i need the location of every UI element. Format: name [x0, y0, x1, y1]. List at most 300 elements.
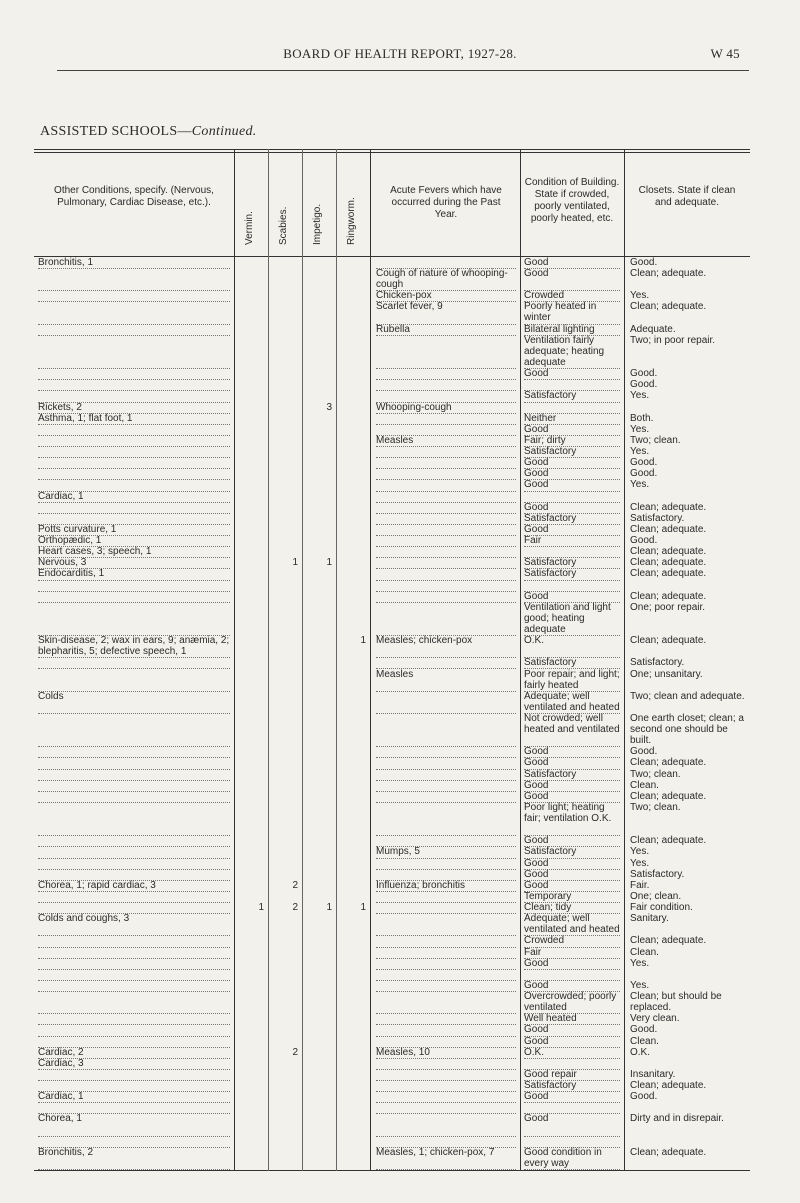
col-header-vermin: Vermin.: [244, 211, 255, 245]
cell-v: [238, 424, 264, 435]
cell-s: [272, 1136, 298, 1147]
cell-building: Good: [524, 1036, 620, 1048]
cell-closets: Clean.: [630, 779, 659, 791]
table-row: [34, 1069, 750, 1080]
cell-building: Fair: [524, 535, 620, 547]
cell-s: [272, 846, 298, 857]
cell-i: [306, 379, 332, 390]
table-row: [34, 780, 750, 791]
cell-r: [340, 446, 366, 457]
cell-fever: Rubella: [376, 324, 516, 336]
cell-v: [238, 457, 264, 468]
cell-v: [238, 1080, 264, 1091]
table-row: [34, 513, 750, 524]
cell-closets: Clean; adequate.: [630, 1146, 707, 1158]
cell-closets: Clean; adequate.: [630, 557, 707, 569]
cell-closets: [630, 969, 748, 980]
cell-v: [238, 513, 264, 524]
cell-closets: O.K.: [630, 1046, 651, 1058]
cell-i: [306, 602, 332, 635]
table-row: [34, 457, 750, 468]
cell-other: Cardiac, 2: [38, 1047, 230, 1059]
cell-s: [272, 257, 298, 268]
cell-closets: Good.: [630, 746, 658, 758]
cell-r: [340, 368, 366, 379]
table-row: [34, 413, 750, 424]
cell-fever: [376, 991, 516, 1014]
cell-building: Good: [524, 1024, 620, 1036]
table-row: [34, 446, 750, 457]
cell-s: [272, 669, 298, 691]
cell-r: [340, 835, 366, 846]
cell-closets: Dirty and in disrepair.: [630, 1113, 724, 1125]
cell-i: [306, 757, 332, 768]
cell-v: [238, 880, 264, 891]
cell-s: [272, 390, 298, 401]
cell-building: Good: [524, 791, 620, 803]
table-top-rule-2: [34, 152, 750, 153]
cell-building: Neither: [524, 413, 620, 425]
cell-i: [306, 1113, 332, 1135]
col-header-fevers: Acute Fevers which have occurred during the Past Year.: [390, 185, 502, 220]
cell-i: [306, 1102, 332, 1113]
cell-i: [306, 635, 332, 657]
cell-building: Adequate; well ventilated and heated: [524, 913, 620, 936]
table-row: [34, 257, 750, 268]
cell-i: [306, 1047, 332, 1058]
cell-s: 1: [292, 557, 298, 569]
cell-i: [306, 913, 332, 935]
cell-v: [238, 1113, 264, 1135]
cell-r: [340, 691, 366, 713]
cell-i: [306, 335, 332, 368]
cell-v: [238, 791, 264, 802]
cell-r: [340, 1069, 366, 1080]
cell-s: [272, 947, 298, 958]
cell-v: [238, 958, 264, 969]
cell-other: [38, 268, 230, 291]
cell-other: [38, 301, 230, 324]
table-row: [34, 535, 750, 546]
cell-closets: Two; clean and adequate.: [630, 690, 745, 702]
cell-closets: Yes.: [630, 290, 650, 302]
cell-s: [272, 1091, 298, 1102]
cell-building: Crowded: [524, 935, 620, 947]
table-row: [34, 657, 750, 668]
cell-s: 2: [292, 902, 298, 914]
cell-s: [272, 746, 298, 757]
cell-s: [272, 591, 298, 602]
cell-r: [340, 524, 366, 535]
cell-building: Ventilation and light good; heating adequate: [524, 602, 620, 636]
cell-v: [238, 980, 264, 991]
cell-s: [272, 757, 298, 768]
table-row: [34, 546, 750, 557]
cell-closets: [630, 1102, 748, 1113]
cell-closets: Good.: [630, 457, 658, 469]
cell-s: [272, 457, 298, 468]
cell-v: [238, 535, 264, 546]
cell-closets: [630, 1136, 748, 1147]
cell-r: [340, 802, 366, 835]
cell-building: Satisfactory: [524, 446, 620, 458]
cell-building: Satisfactory: [524, 657, 620, 669]
cell-v: [238, 1024, 264, 1035]
table-row: [34, 379, 750, 390]
cell-closets: Two; clean.: [630, 768, 681, 780]
cell-other: Colds: [38, 691, 230, 714]
cell-building: Good: [524, 524, 620, 536]
cell-r: [340, 991, 366, 1013]
cell-v: [238, 546, 264, 557]
cell-building: Good: [524, 780, 620, 792]
cell-r: [340, 535, 366, 546]
cell-i: [306, 368, 332, 379]
table-row: [34, 1058, 750, 1069]
table-row: [34, 958, 750, 969]
table-body: [34, 257, 750, 1171]
cell-i: [306, 1080, 332, 1091]
cell-closets: Two; clean.: [630, 434, 681, 446]
cell-v: [238, 335, 264, 368]
cell-s: 2: [292, 1046, 298, 1058]
table-row: [34, 713, 750, 746]
cell-closets: [630, 402, 748, 413]
table-row: [34, 880, 750, 891]
cell-r: [340, 1036, 366, 1047]
cell-i: [306, 591, 332, 602]
cell-r: [340, 435, 366, 446]
cell-fever: [376, 1113, 516, 1136]
col-header-scabies: Scabies.: [278, 206, 289, 245]
cell-s: [272, 1147, 298, 1169]
cell-i: [306, 568, 332, 579]
cell-closets: [630, 580, 748, 591]
cell-closets: Yes.: [630, 390, 650, 402]
cell-building: Fair: [524, 947, 620, 959]
cell-i: [306, 746, 332, 757]
cell-v: [238, 290, 264, 301]
table-row: [34, 435, 750, 446]
cell-r: [340, 1080, 366, 1091]
cell-other: Bronchitis, 1: [38, 257, 230, 269]
cell-building: Adequate; well ventilated and heated: [524, 690, 620, 713]
cell-building: Good: [524, 368, 620, 380]
cell-fever: Influenza; bronchitis: [376, 880, 516, 892]
cell-s: [272, 1036, 298, 1047]
cell-s: [272, 969, 298, 980]
cell-s: [272, 635, 298, 657]
table-row: [34, 802, 750, 835]
cell-r: [340, 1091, 366, 1102]
cell-i: [306, 268, 332, 290]
cell-s: [272, 980, 298, 991]
cell-r: [340, 602, 366, 635]
cell-s: [272, 657, 298, 668]
cell-other: Heart cases, 3; speech, 1: [38, 546, 230, 558]
cell-fever: [376, 335, 516, 369]
cell-building: Good: [524, 468, 620, 480]
cell-r: [340, 791, 366, 802]
cell-v: [238, 568, 264, 579]
table-row: [34, 635, 750, 657]
cell-v: [238, 1069, 264, 1080]
col-header-building: Condition of Building. State if crowded, poorly ventilated, poorly heated, etc.: [524, 177, 620, 224]
cell-r: [340, 268, 366, 290]
cell-other: Skin-disease, 2; wax in ears, 9; anæmia, 2; blepharitis, 5; defective speech, 1: [38, 635, 230, 658]
cell-closets: Yes.: [630, 479, 650, 491]
cell-closets: Fair.: [630, 879, 650, 891]
cell-fever: [376, 913, 516, 936]
cell-i: [306, 535, 332, 546]
cell-r: [340, 935, 366, 946]
cell-s: 2: [292, 879, 298, 891]
cell-closets: Good.: [630, 535, 658, 547]
cell-v: [238, 468, 264, 479]
header-rule: [57, 70, 749, 71]
cell-s: [272, 435, 298, 446]
cell-r: [340, 913, 366, 935]
cell-v: [238, 524, 264, 535]
cell-v: [238, 1058, 264, 1069]
cell-i: [306, 1058, 332, 1069]
cell-r: [340, 969, 366, 980]
cell-building: Satisfactory: [524, 513, 620, 525]
cell-s: [272, 479, 298, 490]
cell-r: [340, 591, 366, 602]
cell-building: Ventilation fairly adequate; heating adequate: [524, 335, 620, 369]
cell-other: [38, 802, 230, 836]
cell-i: [306, 958, 332, 969]
cell-v: [238, 257, 264, 268]
cell-r: [340, 669, 366, 691]
cell-building: Overcrowded; poorly ventilated: [524, 991, 620, 1014]
cell-s: [272, 780, 298, 791]
cell-building: Good: [524, 746, 620, 758]
cell-r: [340, 468, 366, 479]
cell-v: [238, 324, 264, 335]
cell-i: [306, 546, 332, 557]
cell-i: [306, 1036, 332, 1047]
cell-v: [238, 301, 264, 323]
cell-fever: [376, 802, 516, 836]
cell-closets: Adequate.: [630, 323, 676, 335]
cell-building: Temporary: [524, 891, 620, 903]
section-title: [40, 124, 257, 140]
cell-closets: Good.: [630, 1091, 658, 1103]
cell-building: Good: [524, 1091, 620, 1103]
cell-fever: Measles: [376, 669, 516, 692]
cell-v: [238, 746, 264, 757]
cell-v: [238, 657, 264, 668]
cell-v: [238, 1013, 264, 1024]
table-row: [34, 390, 750, 401]
cell-r: [340, 324, 366, 335]
table-row: [34, 1036, 750, 1047]
cell-closets: Good.: [630, 257, 658, 268]
cell-s: [272, 1069, 298, 1080]
table-row: [34, 1147, 750, 1169]
cell-other: [38, 713, 230, 747]
cell-closets: Clean; adequate.: [630, 568, 707, 580]
cell-i: [306, 324, 332, 335]
cell-i: [306, 880, 332, 891]
cell-r: [340, 390, 366, 401]
cell-building: Satisfactory: [524, 769, 620, 781]
cell-other: Chorea, 1: [38, 1113, 230, 1136]
cell-i: 1: [326, 902, 332, 914]
cell-i: [306, 846, 332, 857]
table-row: [34, 669, 750, 691]
cell-i: [306, 524, 332, 535]
cell-building: Good: [524, 757, 620, 769]
cell-i: [306, 301, 332, 323]
cell-r: [340, 1047, 366, 1058]
cell-r: [340, 502, 366, 513]
cell-closets: Two; in poor repair.: [630, 334, 716, 346]
table-row: [34, 491, 750, 502]
cell-building: Poorly heated in winter: [524, 301, 620, 324]
cell-other: Potts curvature, 1: [38, 524, 230, 536]
schools-table: [34, 149, 750, 1171]
cell-s: [272, 1080, 298, 1091]
table-row: [34, 1102, 750, 1113]
cell-s: [272, 379, 298, 390]
cell-building: Not crowded; well heated and ventilated: [524, 713, 620, 747]
cell-s: [272, 1113, 298, 1135]
cell-closets: Both.: [630, 412, 654, 424]
table-row: [34, 891, 750, 902]
table-row: [34, 301, 750, 323]
cell-building: Satisfactory: [524, 1080, 620, 1092]
cell-r: [340, 880, 366, 891]
table-row: [34, 568, 750, 579]
cell-r: [340, 379, 366, 390]
cell-s: [272, 691, 298, 713]
cell-other: [38, 669, 230, 692]
cell-s: [272, 324, 298, 335]
table-row: [34, 991, 750, 1013]
cell-i: [306, 869, 332, 880]
cell-v: [238, 1102, 264, 1113]
cell-s: [272, 268, 298, 290]
cell-v: [238, 557, 264, 568]
table-row: [34, 324, 750, 335]
cell-building: Good: [524, 257, 620, 269]
cell-i: [306, 1147, 332, 1169]
cell-r: [340, 1113, 366, 1135]
cell-i: [306, 468, 332, 479]
cell-building: Bilateral lighting: [524, 324, 620, 336]
table-row: [34, 479, 750, 490]
cell-r: [340, 891, 366, 902]
cell-s: [272, 424, 298, 435]
cell-s: [272, 301, 298, 323]
table-row: [34, 835, 750, 846]
cell-closets: Clean; adequate.: [630, 757, 707, 769]
cell-i: 1: [326, 557, 332, 569]
cell-other: Rickets, 2: [38, 402, 230, 414]
cell-s: [272, 468, 298, 479]
table-row: [34, 468, 750, 479]
cell-i: [306, 780, 332, 791]
cell-building: Good: [524, 880, 620, 892]
cell-fever: Chicken-pox: [376, 290, 516, 302]
cell-closets: Clean; adequate.: [630, 546, 707, 558]
table-row: [34, 402, 750, 413]
cell-i: [306, 1069, 332, 1080]
table-row: [34, 869, 750, 880]
cell-r: [340, 858, 366, 869]
cell-i: [306, 1024, 332, 1035]
cell-fever: [376, 713, 516, 747]
cell-v: [238, 835, 264, 846]
table-row: [34, 557, 750, 568]
cell-v: 1: [258, 902, 264, 914]
table-row: [34, 290, 750, 301]
table-row: [34, 1080, 750, 1091]
cell-s: [272, 402, 298, 413]
cell-other: Colds and coughs, 3: [38, 913, 230, 936]
cell-v: [238, 669, 264, 691]
table-row: [34, 580, 750, 591]
cell-s: [272, 769, 298, 780]
cell-r: [340, 1058, 366, 1069]
cell-other: Bronchitis, 2: [38, 1147, 230, 1170]
cell-v: [238, 891, 264, 902]
table-row: [34, 947, 750, 958]
cell-closets: [630, 1058, 748, 1069]
cell-closets: Insanitary.: [630, 1068, 676, 1080]
cell-building: Satisfactory: [524, 568, 620, 580]
cell-r: [340, 257, 366, 268]
cell-closets: Clean.: [630, 1035, 659, 1047]
cell-building: O.K.: [524, 1047, 620, 1059]
cell-r: [340, 657, 366, 668]
cell-s: [272, 602, 298, 635]
cell-closets: Sanitary.: [630, 913, 669, 925]
cell-building: Clean; tidy: [524, 902, 620, 914]
cell-v: [238, 402, 264, 413]
cell-v: [238, 390, 264, 401]
cell-r: [340, 769, 366, 780]
cell-building: Good: [524, 869, 620, 881]
cell-closets: Clean; adequate.: [630, 501, 707, 513]
table-top-rule: [34, 149, 750, 150]
cell-v: [238, 491, 264, 502]
cell-s: [272, 791, 298, 802]
cell-closets: One; poor repair.: [630, 601, 706, 613]
table-row: [34, 846, 750, 857]
cell-other: Asthma, 1; flat foot, 1: [38, 413, 230, 425]
cell-other: [38, 991, 230, 1014]
cell-s: [272, 958, 298, 969]
cell-building: Good: [524, 591, 620, 603]
cell-closets: Yes.: [630, 423, 650, 435]
cell-building: Fair; dirty: [524, 435, 620, 447]
cell-i: [306, 769, 332, 780]
cell-fever: Measles; chicken-pox: [376, 635, 516, 658]
cell-closets: Clean; adequate.: [630, 301, 707, 313]
cell-r: [340, 457, 366, 468]
cell-v: [238, 602, 264, 635]
cell-fever: Whooping-cough: [376, 402, 516, 414]
cell-building: Well heated: [524, 1013, 620, 1025]
cell-fever: Measles, 10: [376, 1047, 516, 1059]
col-header-impetigo: Impetigo.: [312, 203, 323, 245]
cell-closets: Satisfactory.: [630, 868, 685, 880]
cell-r: [340, 1147, 366, 1169]
